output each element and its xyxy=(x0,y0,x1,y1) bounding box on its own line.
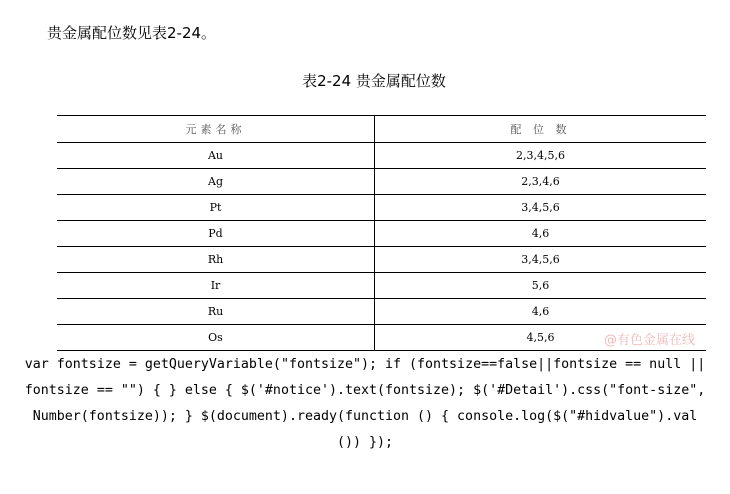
cell-element: Ir xyxy=(57,273,375,299)
table-header-row xyxy=(57,116,706,143)
header-element-name: 元素名称 xyxy=(57,116,375,143)
cell-coordination: 3,4,5,6 xyxy=(375,247,707,273)
table-row xyxy=(57,143,706,169)
source-watermark: @有色金属在线 xyxy=(604,333,696,348)
cell-coordination: 2,3,4,5,6 xyxy=(375,143,707,169)
header-coordination-number: 配 位 数 xyxy=(375,116,707,143)
table-row xyxy=(57,247,706,273)
cell-coordination: 2,3,4,6 xyxy=(375,169,707,195)
cell-element: Pd xyxy=(57,221,375,247)
cell-coordination: 4,6 xyxy=(375,299,707,325)
table-caption: 表2-24 贵金属配位数 xyxy=(302,72,446,90)
table-row xyxy=(57,169,706,195)
cell-element: Ag xyxy=(57,169,375,195)
cell-element: Au xyxy=(57,143,375,169)
table-row xyxy=(57,221,706,247)
cell-element: Rh xyxy=(57,247,375,273)
cell-coordination: 3,4,5,6 xyxy=(375,195,707,221)
coordination-table xyxy=(57,115,706,351)
cell-coordination: 4,5,6 xyxy=(375,325,707,351)
script-code-text: var fontsize = getQueryVariable("fontsize"); if (fontsize==false||fontsize == null || fontsize == "") { } else { $('#notice').text(fontsize); $('#Detail').css("font-size", Number(fontsize)); } $(document).ready(function () { console.log($("#hidvalue").val ()) }); xyxy=(24,357,706,450)
cell-coordination: 4,6 xyxy=(375,221,707,247)
table-row xyxy=(57,299,706,325)
table-row xyxy=(57,273,706,299)
intro-paragraph: 贵金属配位数见表2-24。 xyxy=(47,24,217,42)
cell-element: Pt xyxy=(57,195,375,221)
cell-coordination: 5,6 xyxy=(375,273,707,299)
cell-element: Ru xyxy=(57,299,375,325)
table-row xyxy=(57,195,706,221)
cell-element: Os xyxy=(57,325,375,351)
